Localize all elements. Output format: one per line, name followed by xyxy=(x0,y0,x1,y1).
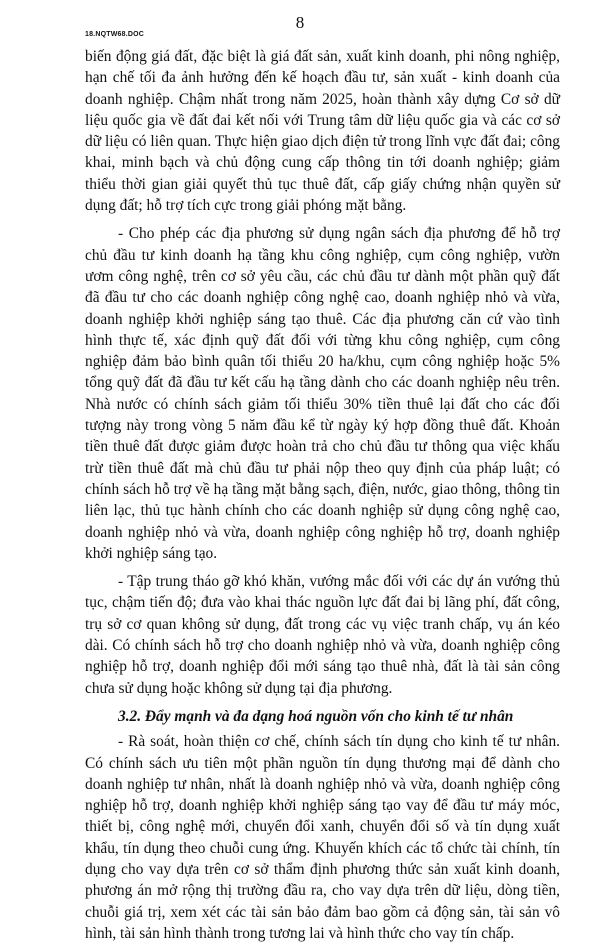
document-file-code: 18.NQTW68.DOC xyxy=(85,31,144,38)
page-number: 8 xyxy=(295,13,305,32)
section-heading-capital: 3.2. Đẩy mạnh và đa dạng hoá nguồn vốn cho kinh tế tư nhân xyxy=(118,707,514,725)
paragraph-local-budget-support: - Cho phép các địa phương sử dụng ngân sách địa phương để hỗ trợ chủ đầu tư kinh doanh hạ tầng khu công nghiệp, cụm công nghiệp, vườn ươm công nghệ, trên cơ sở yêu cầu, các chủ đầu tư dành một phần quỹ đất đã đầu tư cho các doanh nghiệp công nghệ cao, doanh nghiệp nhỏ và vừa, doanh nghiệp khởi nghiệp sáng tạo thuê. Các địa phương căn cứ vào tình hình thực tế, xác định quỹ đất đối với từng khu công nghiệp, cụm công nghiệp đảm bảo bình quân tối thiểu 20 ha/khu, cụm công nghiệp hoặc 5% tổng quỹ đất đã đầu tư kết cấu hạ tầng dành cho các doanh nghiệp nêu trên. Nhà nước có chính sách giảm tối thiểu 30% tiền thuê lại đất cho các đối tượng này trong vòng 5 năm đầu kể từ ngày ký hợp đồng thuê đất. Khoản tiền thuê đất được giảm được hoàn trả cho chủ đầu tư thông qua việc khấu trừ tiền thuê đất mà chủ đầu tư phải nộp theo quy định của pháp luật; có chính sách hỗ trợ về hạ tầng mặt bằng sạch, điện, nước, giao thông, thông tin liên lạc, thủ tục hành chính cho các doanh nghiệp sử dụng công nghệ cao, doanh nghiệp nhỏ và vừa, doanh nghiệp công nghiệp hỗ trợ, doanh nghiệp khởi nghiệp sáng tạo. xyxy=(85,225,560,562)
document-body xyxy=(85,46,560,951)
paragraph-land-database: biến động giá đất, đặc biệt là giá đất sản, xuất kinh doanh, phi nông nghiệp, hạn chế tối đa ảnh hưởng đến kế hoạch đầu tư, sản xuất - kinh doanh của doanh nghiệp. Chậm nhất trong năm 2025, hoàn thành xây dựng Cơ sở dữ liệu quốc gia về đất đai kết nối với Trung tâm dữ liệu quốc gia và các cơ sở dữ liệu có liên quan. Thực hiện giao dịch điện tử trong lĩnh vực đất đai; công khai, minh bạch và chủ động cung cấp thông tin tới doanh nghiệp; giảm thiểu thời gian giải quyết thủ tục thuê đất, cấp giấy chứng nhận quyền sử dụng đất; hỗ trợ tích cực trong giải phóng mặt bằng. xyxy=(85,48,560,215)
paragraph-credit-policy: - Rà soát, hoàn thiện cơ chế, chính sách tín dụng cho kinh tế tư nhân. Có chính sách ưu tiên một phần nguồn tín dụng thương mại để dành cho doanh nghiệp tư nhân, nhất là doanh nghiệp nhỏ và vừa, doanh nghiệp công nghiệp hỗ trợ, doanh nghiệp khởi nghiệp sáng tạo vay để đầu tư máy móc, thiết bị, công nghệ mới, chuyển đổi xanh, chuyển đổi số và tín dụng xuất khẩu, tín dụng theo chuỗi cung ứng. Khuyến khích các tổ chức tài chính, tín dụng cho vay dựa trên cơ sở thẩm định phương thức sản xuất kinh doanh, phương án mở rộng thị trường đầu ra, cho vay dựa trên dữ liệu, dòng tiền, chuỗi giá trị, xem xét các tài sản bảo đảm bao gồm cả động sản, tài sản vô hình, tài sản hình thành trong tương lai và hình thức cho vay tín chấp. xyxy=(85,733,560,942)
paragraph-resolve-obstacles: - Tập trung tháo gỡ khó khăn, vướng mắc đối với các dự án vướng thủ tục, chậm tiến độ; đưa vào khai thác nguồn lực đất đai bị lãng phí, đất công, trụ sở cơ quan không sử dụng, đất trong các vụ việc tranh chấp, vụ án kéo dài. Có chính sách hỗ trợ cho doanh nghiệp nhỏ và vừa, doanh nghiệp công nghiệp hỗ trợ, doanh nghiệp đổi mới sáng tạo thuê nhà, đất là tài sản công chưa sử dụng hoặc không sử dụng tại địa phương. xyxy=(85,573,560,697)
